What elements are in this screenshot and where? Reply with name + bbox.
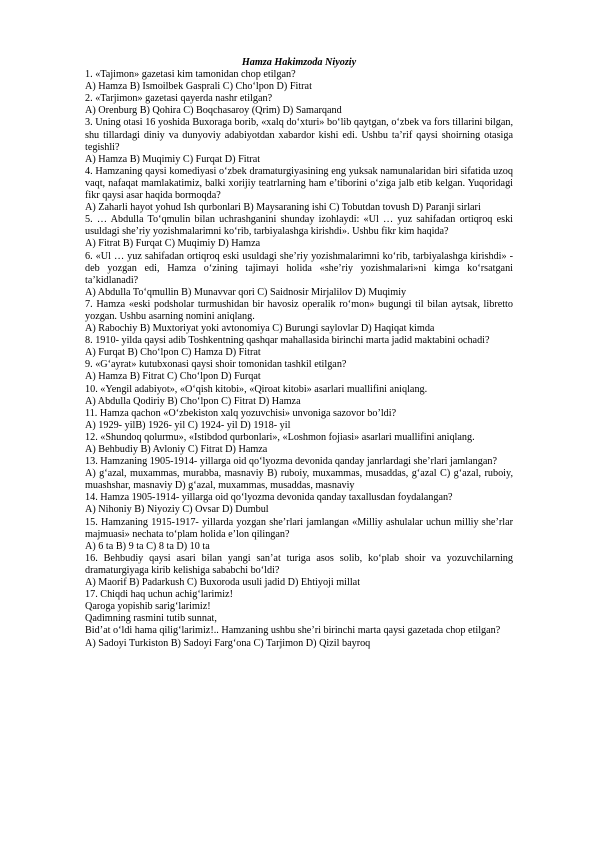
answer-options: A) Behbudiy B) Avloniy C) Fitrat D) Hamza [85, 444, 268, 455]
question-text: Bid’at o‘ldi hama qilig‘larimiz!.. Hamzaning ushbu she’ri birinchi marta qaysi gazetada chop etilgan? [85, 625, 501, 637]
question-text: 4. Hamzaning qaysi komediyasi o‘zbek dramaturgiyasining eng yuksak namunalaridan biri sifatida uzoq vaqt, nafaqat mamlakatimiz, balki xorijiy teatrlarning ham e’tiborini o‘ziga jalb etib kelgan. Yuqoridagi fikr qaysi asar haqida bormoqda? [85, 165, 513, 202]
question-text: 7. Hamza «eski podsholar turmushidan bir havosiz operalik ro‘mon» bugungi til bilan aytsak, libretto yozgan. Ushbu asarning nomini aniqlang. [85, 298, 513, 322]
question-text: 9. «G‘ayrat» kutubxonasi qaysi shoir tomonidan tashkil etilgan? [85, 359, 347, 371]
answer-options: Qadimning rasmini tutib sunnat, [85, 613, 217, 625]
question-text: 6. «Ul … yuz sahifadan ortiqroq eski usuldagi she’riy yozishmalarimni ko‘rib, tarbiyalashga kirishdi» - deb yozgan edi, Hamza o‘zining tajimayi holida «she’riy yozishmalari»ni kimga ko‘rsatgani ta’kidlanadi? [85, 250, 513, 286]
question-text: 10. «Yengil adabiyot», «O‘qish kitobi», «Qiroat kitobi» asarlari muallifini aniqlang. [85, 383, 428, 395]
answer-options: A) Zaharli hayot yohud Ish qurbonlari B) Maysaraning ishi C) Tobutdan tovush D) Paranji sirlari [85, 202, 481, 214]
answer-options: A) Hamza B) Fitrat C) Cho‘lpon D) Furqat [85, 371, 261, 383]
question-list [85, 69, 513, 650]
document-page [85, 57, 513, 650]
answer-options: A) Sadoyi Turkiston B) Sadoyi Farg‘ona C) Tarjimon D) Qizil bayroq [85, 637, 371, 649]
document-title: Hamza Hakimzoda Niyoziy [241, 57, 357, 68]
answer-options: A) Nihoniy B) Niyoziy C) Ovsar D) Dumbul [85, 504, 269, 516]
question-text: 12. «Shundoq qolurmu», «Istibdod qurbonlari», «Loshmon fojiasi» asarlari muallifini aniqlang. [85, 431, 475, 443]
answer-options: A) Hamza B) Muqimiy C) Furqat D) Fitrat [85, 153, 261, 165]
answer-options: A) Abdulla To‘qmullin B) Munavvar qori C) Saidnosir Mirjalilov D) Muqimiy [85, 286, 407, 298]
answer-options: A) 6 ta B) 9 ta C) 8 ta D) 10 ta [85, 540, 210, 552]
question-text: 3. Uning otasi 16 yoshida Buxoraga borib, «xalq do‘xturi» bo‘lib qaytgan, o‘zbek va fors tillarini bilgan, shu tillardagi diniy va dunyoviy adabiyotdan xabardor kishi edi. Ushbu ta’rif qaysi shoirning otasiga tegishli? [85, 117, 513, 153]
answer-options: Qaroga yopishib sarig‘larimiz! [85, 601, 211, 613]
answer-options: A) Rabochiy B) Muxtoriyat yoki avtonomiya C) Burungi saylovlar D) Haqiqat kimda [85, 323, 435, 335]
question-text: 13. Hamzaning 1905-1914- yillarga oid qo‘lyozma devonida qanday janrlardagi she’rlari jamlangan? [85, 456, 497, 468]
question-text: 16. Behbudiy qaysi asari bilan yangi san’at turiga asos solib, ko‘plab shoir va yozuvchilarning dramaturgiyaga kirib kelishiga sababchi bo‘ldi? [85, 552, 513, 576]
answer-options: A) 1929- yilB) 1926- yil C) 1924- yil D) 1918- yil [85, 419, 291, 431]
question-text: 15. Hamzaning 1915-1917- yillarda yozgan she’rlari jamlangan «Milliy ashulalar uchun milliy she’rlar majmuasi» nechata to‘plam holida e’lon qilingan? [85, 516, 513, 540]
answer-options: 17. Chiqdi haq uchun achig‘larimiz! [85, 589, 233, 601]
answer-options: A) Fitrat B) Furqat C) Muqimiy D) Hamza [85, 238, 261, 250]
answer-options: A) Maorif B) Padarkush C) Buxoroda usuli jadid D) Ehtiyoji millat [85, 577, 361, 589]
question-text: 11. Hamza qachon «O‘zbekiston xalq yozuvchisi» unvoniga sazovor bo’ldi? [85, 407, 397, 419]
question-text: 2. «Tarjimon» gazetasi qayerda nashr etilgan? [85, 93, 273, 105]
question-text: 14. Hamza 1905-1914- yillarga oid qo‘lyozma devonida qanday taxallusdan foydalangan? [85, 492, 453, 504]
question-text: A) g‘azal, muxammas, murabba, masnaviy B) ruboiy, muxammas, musaddas, g‘azal C) g‘azal, ruboiy, muashshar, masnaviy D) g‘azal, muxammas, musaddas, masnaviy [85, 468, 513, 492]
question-text: 5. … Abdulla To‘qmulin bilan uchrashganini shunday izohlaydi: «Ul … yuz sahifadan ortiqroq eski usuldagi she’riy yozishmalarimni ko‘rib, tarbiyalashga kirishdi». Ushbu fikr kim haqida? [85, 214, 513, 238]
answer-options: A) Orenburg B) Qohira C) Boqchasaroy (Qrim) D) Samarqand [85, 105, 342, 117]
question-text: 8. 1910- yilda qaysi adib Toshkentning qashqar mahallasida birinchi marta jadid maktabini ochadi? [85, 335, 490, 347]
question-text: 1. «Tajimon» gazetasi kim tamonidan chop etilgan? [85, 69, 296, 81]
answer-options: A) Furqat B) Cho‘lpon C) Hamza D) Fitrat [85, 347, 261, 359]
answer-options: A) Abdulla Qodiriy B) Cho‘lpon C) Fitrat D) Hamza [85, 395, 301, 407]
answer-options: A) Hamza B) Ismoilbek Gasprali C) Cho‘lpon D) Fitrat [85, 81, 312, 93]
